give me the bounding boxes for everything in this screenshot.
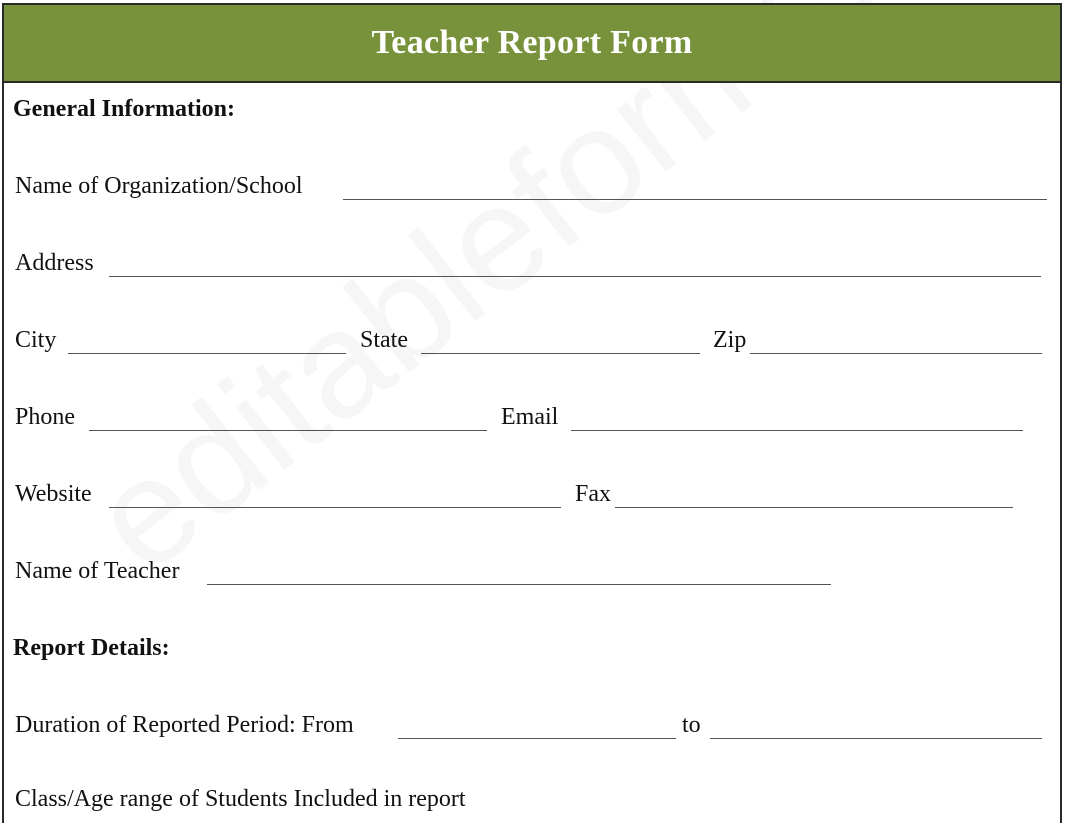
phone-label: Phone: [15, 404, 75, 430]
teacher-input[interactable]: [207, 584, 831, 585]
teacher-row: [13, 558, 1068, 588]
class-age-row: [13, 786, 1068, 816]
address-label: Address: [15, 250, 94, 276]
section-report-details: Report Details:: [13, 635, 170, 661]
duration-from-input[interactable]: [398, 738, 676, 739]
org-label: Name of Organization/School: [15, 173, 303, 199]
section-general-information: General Information:: [13, 96, 235, 122]
duration-to-input[interactable]: [710, 738, 1042, 739]
state-input[interactable]: [421, 353, 700, 354]
phone-email-row: [13, 404, 1068, 434]
class-age-label: Class/Age range of Students Included in report: [15, 786, 466, 812]
duration-from-label: Duration of Reported Period: From: [15, 712, 354, 738]
teacher-label: Name of Teacher: [15, 558, 180, 584]
fax-label: Fax: [575, 481, 611, 507]
duration-to-label: to: [682, 712, 701, 738]
website-label: Website: [15, 481, 92, 507]
form-header: [4, 5, 1060, 83]
duration-row: [13, 712, 1068, 742]
phone-input[interactable]: [89, 430, 487, 431]
zip-label: Zip: [713, 327, 747, 353]
form-title: Teacher Report Form: [371, 24, 693, 61]
address-row: [13, 250, 1068, 280]
state-label: State: [360, 327, 408, 353]
org-row: [13, 173, 1068, 203]
city-label: City: [15, 327, 57, 353]
org-input[interactable]: [343, 199, 1047, 200]
email-input[interactable]: [571, 430, 1023, 431]
fax-input[interactable]: [615, 507, 1013, 508]
email-label: Email: [501, 404, 559, 430]
address-input[interactable]: [109, 276, 1041, 277]
website-fax-row: [13, 481, 1068, 511]
city-input[interactable]: [68, 353, 346, 354]
website-input[interactable]: [109, 507, 561, 508]
zip-input[interactable]: [750, 353, 1042, 354]
city-state-zip-row: [13, 327, 1068, 357]
